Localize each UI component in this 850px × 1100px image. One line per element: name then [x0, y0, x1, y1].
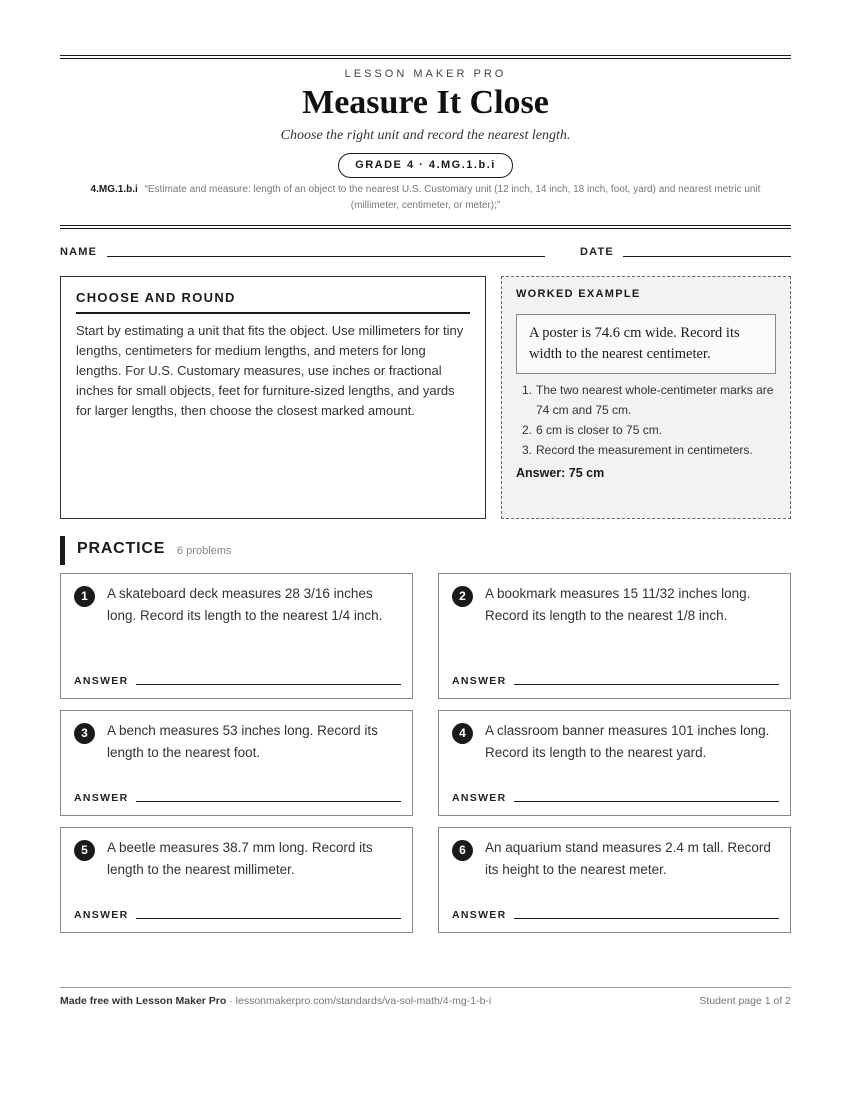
answer-field-3[interactable] [136, 801, 401, 802]
choose-heading: CHOOSE AND ROUND [76, 290, 470, 314]
answer-field-2[interactable] [514, 684, 779, 685]
problem-card-3 [60, 710, 413, 816]
problem-number-badge: 1 [74, 586, 95, 607]
header-bottom-rule [60, 225, 791, 229]
answer-label: ANSWER [452, 675, 507, 687]
footer-made-with: Made free with Lesson Maker Pro [60, 995, 227, 1007]
footer-page-number: Student page 1 of 2 [699, 995, 791, 1007]
date-field[interactable] [623, 256, 791, 257]
brand-name: LESSON MAKER PRO [344, 68, 507, 80]
problem-card-1 [60, 573, 413, 699]
practice-heading: PRACTICE [77, 540, 166, 557]
footer-credit [60, 995, 491, 1007]
problem-text: A bench measures 53 inches long. Record its length to the nearest foot. [107, 723, 378, 760]
standard-description [70, 182, 781, 214]
standard-text: “Estimate and measure: length of an object to the nearest U.S. Customary unit (12 inch, 14 inch, 18 inch, foot, yard) and nearest metric unit (millimeter, centimeter, or meter);” [144, 184, 761, 211]
problem-card-2 [438, 573, 791, 699]
problem-text: An aquarium stand measures 2.4 m tall. Record its height to the nearest meter. [485, 840, 771, 877]
answer-field-1[interactable] [136, 684, 401, 685]
practice-count: 6 problems [177, 545, 232, 557]
answer-field-4[interactable] [514, 801, 779, 802]
example-prompt: A poster is 74.6 cm wide. Record its width to the nearest centimeter. [516, 314, 776, 374]
answer-field-6[interactable] [514, 918, 779, 919]
answer-field-5[interactable] [136, 918, 401, 919]
worksheet-page [60, 0, 791, 1100]
example-step: 1. The two nearest whole-centimeter marks are 74 cm and 75 cm. [522, 383, 774, 417]
grade-badge: GRADE 4 · 4.MG.1.b.i [338, 153, 513, 178]
name-field[interactable] [107, 256, 545, 257]
problem-number-badge: 2 [452, 586, 473, 607]
problem-card-4 [438, 710, 791, 816]
example-step: 2. 6 cm is closer to 75 cm. [522, 423, 663, 437]
answer-label: ANSWER [452, 792, 507, 804]
worked-example-panel [501, 276, 791, 519]
answer-label: ANSWER [452, 909, 507, 921]
problem-card-6 [438, 827, 791, 933]
page-title: Measure It Close [302, 84, 549, 121]
problem-card-5 [60, 827, 413, 933]
choose-and-round-panel [60, 276, 486, 519]
problem-number-badge: 4 [452, 723, 473, 744]
date-label: DATE [580, 246, 614, 258]
standard-code: 4.MG.1.b.i [90, 184, 138, 195]
example-heading: WORKED EXAMPLE [516, 288, 641, 300]
name-label: NAME [60, 246, 98, 258]
practice-accent-bar [60, 536, 65, 565]
header-top-rule [60, 55, 791, 59]
page-subtitle: Choose the right unit and record the nearest length. [280, 128, 571, 143]
problem-text: A bookmark measures 15 11/32 inches long. Record its length to the nearest 1/8 inch. [485, 586, 751, 623]
problem-number-badge: 5 [74, 840, 95, 861]
answer-label: ANSWER [74, 675, 129, 687]
problem-number-badge: 6 [452, 840, 473, 861]
problem-text: A beetle measures 38.7 mm long. Record its length to the nearest millimeter. [107, 840, 373, 877]
example-step: 3. Record the measurement in centimeters. [522, 443, 753, 457]
example-answer: Answer: 75 cm [516, 466, 605, 480]
footer-url[interactable]: · lessonmakerpro.com/standards/va-sol-math/4-mg-1-b-i [226, 995, 492, 1007]
answer-label: ANSWER [74, 909, 129, 921]
problem-text: A skateboard deck measures 28 3/16 inches long. Record its length to the nearest 1/4 inch. [107, 586, 383, 623]
choose-body-text: Start by estimating a unit that fits the object. Use millimeters for tiny lengths, centimeters for medium lengths, and meters for long lengths. For U.S. Customary measures, use inches or fractional inches for small objects, feet for furniture-sized lengths, and yards for larger lengths, then choose the closest marked amount. [76, 323, 464, 418]
footer-rule [60, 987, 791, 988]
problem-text: A classroom banner measures 101 inches long. Record its length to the nearest yard. [485, 723, 770, 760]
example-steps [516, 380, 776, 460]
answer-label: ANSWER [74, 792, 129, 804]
problem-number-badge: 3 [74, 723, 95, 744]
